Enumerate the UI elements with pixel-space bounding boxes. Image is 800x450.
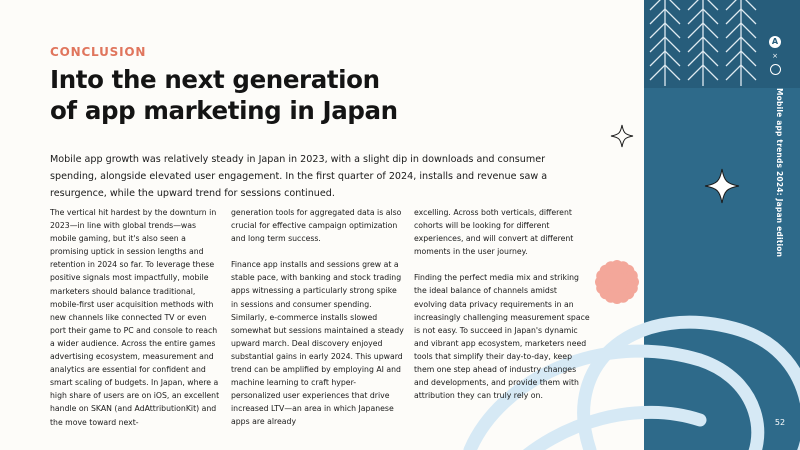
page-title: Into the next generation of app marketing in Japan [50, 65, 398, 125]
body-column-2 [231, 206, 405, 442]
body-paragraph: Finance app installs and sessions grew at a stable pace, with banking and stock trading apps witnessing a particularly strong spike in sessions and consumer spending. Similarly, e-commerce installs slowed somewhat but sessions maintained a steady upward march. Deal discovery enjoyed substantial gains in early 2024. This upward trend can be amplified by employing AI and machine learning to craft hyper-personalized user experiences that drive increased LTV—an area in which Japanese apps are already [231, 260, 404, 427]
brand-logos [767, 36, 783, 75]
body-paragraph: excelling. Across both verticals, different cohorts will be looking for different experiences, and will convert at different moments in the user journey. [414, 208, 574, 257]
body-paragraph: Finding the perfect media mix and striking the ideal balance of channels amidst evolving data privacy requirements in an increasingly challenging measurement space is not easy. To succeed in Japan's dynamic and vibrant app ecosystem, marketers need tools that simplify their day-to-day, keep them one step ahead of industry changes and developments, and provide them with attribution they can truly rely on. [414, 273, 590, 401]
body-paragraph: The vertical hit hardest by the downturn in 2023—in line with global trends—was mobile gaming, but it's also seen a promising uptick in session lengths and retention in 2024 so far. To leverage these positive signals most impactfully, mobile marketers should balance traditional, mobile-first user acquisition methods with new channels like connected TV or even port their game to PC and console to reach a wider audience. Across the entire games advertising ecosystem, measurement and analytics are essential for confident and smart scaling of budgets. In Japan, where a high share of users are on iOS, an excellent handle on SKAN (and AdAttributionKit) and the move toward next- [50, 208, 220, 427]
report-title-vertical: Mobile app trends 2024: Japan edition [775, 88, 784, 258]
herringbone-pattern [650, 0, 756, 86]
intro-paragraph: Mobile app growth was relatively steady in Japan in 2023, with a slight dip in downloads and consumer spending, alongside elevated user engagement. In the first quarter of 2024, installs and revenue saw a resurgence, while the upward trend for sessions continued. [50, 154, 548, 199]
sparkle-icon [611, 125, 633, 147]
sparkle-icon [705, 169, 739, 203]
logo-separator: × [772, 52, 778, 60]
scalloped-badge-icon [595, 260, 639, 304]
body-paragraph: generation tools for aggregated data is also crucial for effective campaign optimization and long term success. [231, 208, 402, 244]
section-eyebrow: CONCLUSION [50, 45, 147, 59]
body-column-3 [414, 206, 592, 415]
body-column-1 [50, 206, 222, 442]
partner-logo-icon [770, 64, 781, 75]
adjust-logo-icon: A [769, 36, 781, 48]
page-number: 52 [774, 418, 786, 427]
